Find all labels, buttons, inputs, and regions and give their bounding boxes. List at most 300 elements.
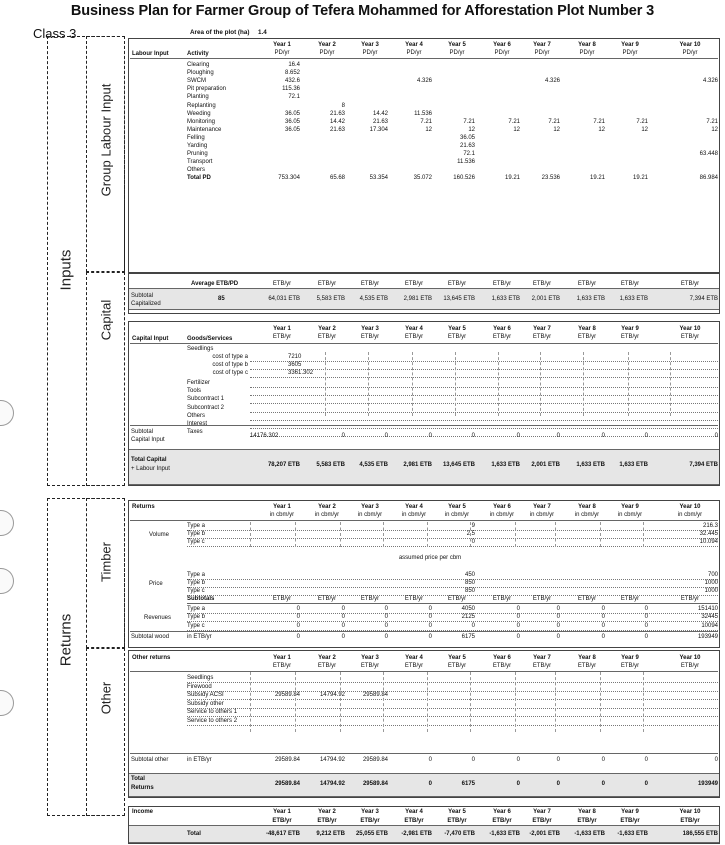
unit-header: ETB/yr bbox=[492, 334, 512, 340]
labour-value: 19.21 bbox=[589, 175, 605, 182]
revenue-type: Type c bbox=[187, 622, 205, 629]
year-header: Year 7 bbox=[533, 504, 551, 510]
revenue-value: 0 bbox=[296, 622, 300, 629]
capital-label: Capital bbox=[98, 299, 114, 341]
column-divider bbox=[515, 522, 516, 547]
year-header: Year 6 bbox=[493, 809, 511, 815]
column-divider bbox=[470, 672, 471, 732]
dotted-rule bbox=[250, 428, 718, 429]
subsidy-value: 29589.84 bbox=[362, 692, 388, 698]
dotted-rule bbox=[187, 708, 718, 709]
inputs-label: Inputs bbox=[57, 249, 75, 291]
unit-header: ETB/yr bbox=[272, 663, 292, 669]
activity-name: Replanting bbox=[187, 102, 216, 109]
year-header: Year 8 bbox=[578, 655, 596, 661]
cost-type-label: cost of type b bbox=[212, 362, 248, 369]
revenue-value: 0 bbox=[296, 614, 300, 621]
unit-header: ETB/yr bbox=[360, 663, 380, 669]
revenue-value: 2125 bbox=[461, 614, 475, 621]
column-divider bbox=[540, 352, 541, 416]
unit-header: PD/yr bbox=[406, 50, 422, 56]
column-divider bbox=[427, 522, 428, 547]
year-header: Year 9 bbox=[621, 655, 639, 661]
timber-subtotal: 0 bbox=[644, 634, 648, 640]
labour-value: 36.05 bbox=[459, 134, 475, 141]
labour-subtotal: 1,633 ETB bbox=[619, 296, 648, 302]
unit-header: ETB/yr bbox=[620, 663, 640, 669]
unit-header: ETB/yr bbox=[680, 663, 700, 669]
total-capital-label: Total Capital bbox=[131, 457, 167, 463]
timber-subtotal: 0 bbox=[428, 634, 432, 640]
year-header: Year 3 bbox=[361, 504, 379, 510]
labour-value: 12 bbox=[598, 126, 605, 133]
returns-total: 0 bbox=[601, 781, 605, 787]
revenue-value: 0 bbox=[516, 614, 520, 621]
revenue-value: 0 bbox=[471, 622, 475, 629]
price-y10: 1000 bbox=[704, 588, 718, 595]
unit-header: ETB/yr bbox=[577, 281, 597, 287]
labour-value: 12 bbox=[513, 126, 520, 133]
other-subtotal: 0 bbox=[428, 757, 432, 763]
capital-item: Interest bbox=[187, 421, 208, 427]
labour-value: 7.21 bbox=[463, 118, 475, 125]
revenue-value: 0 bbox=[601, 614, 605, 621]
revenue-value: 4050 bbox=[461, 606, 475, 612]
labour-input-header: Labour Input bbox=[132, 51, 169, 57]
column-divider bbox=[515, 672, 516, 732]
revenues-label: Revenues bbox=[144, 615, 172, 621]
year-header: Year 10 bbox=[679, 655, 701, 661]
capital-total: 1,633 ETB bbox=[576, 462, 605, 468]
column-divider bbox=[250, 522, 251, 547]
volume-type: Type b bbox=[187, 531, 206, 538]
year-header: Year 10 bbox=[679, 326, 701, 332]
unit-header: ETB/yr bbox=[447, 818, 467, 824]
dotted-rule bbox=[187, 716, 718, 717]
capital-total: 78,207 ETB bbox=[267, 462, 300, 468]
price-y5: 850 bbox=[464, 580, 475, 587]
labour-value: 12 bbox=[468, 126, 475, 133]
revenue-value: 0 bbox=[516, 606, 520, 612]
rule bbox=[130, 753, 718, 754]
income-total: -2,981 ETB bbox=[401, 831, 432, 837]
price-y5: 850 bbox=[464, 588, 475, 595]
revenue-value: 0 bbox=[384, 606, 388, 612]
activity-name: Monitoring bbox=[187, 118, 216, 125]
timber-subtotal: 6175 bbox=[461, 634, 475, 640]
year-header: Year 9 bbox=[621, 42, 639, 48]
column-divider bbox=[670, 352, 671, 416]
capital-total: 5,583 ETB bbox=[316, 462, 345, 468]
dotted-rule bbox=[250, 369, 718, 370]
labour-value: 19.21 bbox=[632, 175, 648, 182]
income-total: -48,617 ETB bbox=[265, 831, 300, 837]
unit-header: ETB/yr bbox=[492, 663, 512, 669]
avg-etb-label: Average ETB/PD bbox=[191, 281, 239, 287]
capital-item: Subcontract 2 bbox=[187, 404, 225, 411]
unit-header: in cbm/yr bbox=[314, 512, 340, 518]
unit-header: ETB/yr bbox=[532, 663, 552, 669]
unit-header: PD/yr bbox=[494, 50, 510, 56]
labour-value: 14.42 bbox=[372, 110, 388, 117]
unit-header: ETB/yr bbox=[360, 596, 380, 602]
other-subtotal: 0 bbox=[516, 757, 520, 763]
income-total: -1,633 ETB bbox=[617, 831, 648, 837]
revenue-value: 0 bbox=[516, 622, 520, 629]
unit-header: ETB/yr bbox=[317, 663, 337, 669]
year-header: Year 6 bbox=[493, 42, 511, 48]
year-header: Year 7 bbox=[533, 655, 551, 661]
area-label: Area of the plot (ha) bbox=[190, 29, 250, 36]
year-header: Year 9 bbox=[621, 504, 639, 510]
price-type: Type c bbox=[187, 588, 205, 595]
timber-subtotal: 0 bbox=[341, 634, 345, 640]
capital-subtotal: 0 bbox=[601, 433, 605, 439]
labour-value: 35.072 bbox=[413, 175, 432, 182]
labour-value: 23.536 bbox=[541, 175, 560, 182]
column-divider bbox=[295, 522, 296, 547]
capital-total: 2,001 ETB bbox=[531, 462, 560, 468]
punch-hole bbox=[0, 568, 14, 594]
column-divider bbox=[427, 672, 428, 732]
capital-subtotal: 0 bbox=[556, 433, 560, 439]
subtotal-wood-unit: in ETB/yr bbox=[187, 634, 212, 640]
unit-header: ETB/yr bbox=[620, 334, 640, 340]
column-divider bbox=[470, 522, 471, 547]
labour-value: 7.21 bbox=[593, 118, 605, 125]
other-subtotal: 14794.92 bbox=[319, 757, 345, 763]
unit-header: ETB/yr bbox=[532, 818, 552, 824]
total-returns-label: Returns bbox=[131, 785, 154, 791]
unit-header: ETB/yr bbox=[620, 281, 640, 287]
year-header: Year 2 bbox=[318, 326, 336, 332]
column-divider bbox=[643, 522, 644, 547]
column-divider bbox=[250, 672, 251, 732]
year-header: Year 5 bbox=[448, 42, 466, 48]
capital-total: 2,981 ETB bbox=[403, 462, 432, 468]
revenue-value: 0 bbox=[428, 606, 432, 612]
unit-header: ETB/yr bbox=[577, 663, 597, 669]
other-item: Service to others 2 bbox=[187, 718, 238, 724]
punch-hole bbox=[0, 510, 14, 536]
labour-value: 14.42 bbox=[329, 118, 345, 125]
timber-subtotal: 0 bbox=[384, 634, 388, 640]
timber-subtotal: 193949 bbox=[697, 634, 718, 640]
capital-subtotal: 0 bbox=[341, 433, 345, 439]
other-subtotal: 0 bbox=[714, 757, 718, 763]
unit-header: ETB/yr bbox=[620, 596, 640, 602]
other-subtotal: 0 bbox=[644, 757, 648, 763]
volume-label: Volume bbox=[149, 532, 170, 538]
activity-name: Pruning bbox=[187, 151, 208, 158]
unit-header: ETB/yr bbox=[532, 596, 552, 602]
capital-total: 13,645 ETB bbox=[442, 462, 475, 468]
other-item: Subsidy ACSI bbox=[187, 692, 224, 699]
year-header: Year 6 bbox=[493, 326, 511, 332]
year-header: Year 3 bbox=[361, 655, 379, 661]
labour-value: 11.536 bbox=[414, 110, 432, 117]
year-header: Year 3 bbox=[361, 42, 379, 48]
labour-value: 7.21 bbox=[420, 118, 432, 125]
column-divider bbox=[600, 672, 601, 732]
dotted-rule bbox=[250, 387, 718, 388]
volume-type: Type c bbox=[187, 539, 205, 546]
unit-header: ETB/yr bbox=[532, 281, 552, 287]
returns-total: 0 bbox=[516, 781, 520, 787]
other-subtotal: 0 bbox=[601, 757, 605, 763]
labour-value: 12 bbox=[553, 126, 560, 133]
labour-value: 21.63 bbox=[459, 143, 475, 149]
subtotal-other-unit: in ETB/yr bbox=[187, 757, 212, 763]
labour-value: 4.326 bbox=[416, 78, 432, 85]
labour-value: 8 bbox=[341, 102, 345, 109]
capital-item: Subcontract 1 bbox=[187, 396, 225, 403]
revenue-value: 0 bbox=[601, 622, 605, 629]
column-divider bbox=[455, 352, 456, 416]
returns-total: 29589.84 bbox=[362, 781, 388, 787]
unit-header: ETB/yr bbox=[620, 818, 640, 824]
column-divider bbox=[600, 522, 601, 547]
activity-name: Weeding bbox=[187, 110, 211, 117]
price-y10: 700 bbox=[707, 572, 718, 578]
labour-value: 11.536 bbox=[457, 159, 475, 166]
activity-name: Yarding bbox=[187, 143, 208, 149]
year-header: Year 6 bbox=[493, 655, 511, 661]
income-total: 186,555 ETB bbox=[682, 831, 718, 837]
year-header: Year 10 bbox=[679, 42, 701, 48]
dotted-rule bbox=[250, 420, 718, 421]
timber-subtotal: 0 bbox=[556, 634, 560, 640]
column-divider bbox=[628, 352, 629, 416]
cost-type-value: 3361.302 bbox=[288, 370, 314, 377]
price-label: Price bbox=[149, 581, 163, 587]
revenue-value: 0 bbox=[644, 614, 648, 621]
unit-header: ETB/yr bbox=[360, 334, 380, 340]
unit-header: ETB/yr bbox=[492, 281, 512, 287]
volume-y5: 0 bbox=[471, 539, 475, 546]
year-header: Year 6 bbox=[493, 504, 511, 510]
labour-value: 21.63 bbox=[329, 110, 345, 117]
labour-subtotal: 1,633 ETB bbox=[491, 296, 520, 302]
year-header: Year 4 bbox=[405, 809, 423, 815]
returns-total: 14794.92 bbox=[319, 781, 345, 787]
other-item: Subsidy other bbox=[187, 700, 224, 707]
revenue-value: 0 bbox=[556, 606, 560, 612]
capital-item: Fertilizer bbox=[187, 380, 211, 386]
unit-header: in cbm/yr bbox=[401, 512, 427, 518]
column-divider bbox=[555, 672, 556, 732]
year-header: Year 1 bbox=[273, 504, 291, 510]
year-header: Year 2 bbox=[318, 42, 336, 48]
unit-header: ETB/yr bbox=[272, 281, 292, 287]
labour-subtotal: 1,633 ETB bbox=[576, 296, 605, 302]
cost-type-value: 3605 bbox=[288, 362, 302, 369]
year-header: Year 5 bbox=[448, 504, 466, 510]
unit-header: ETB/yr bbox=[317, 818, 337, 824]
capital-total: 1,633 ETB bbox=[491, 462, 520, 468]
cost-type-label: cost of type c bbox=[212, 370, 248, 377]
returns-total: 6175 bbox=[461, 781, 475, 787]
group-labour-label: Group Labour Input bbox=[98, 83, 114, 197]
dotted-rule bbox=[187, 682, 718, 683]
labour-value: 8.652 bbox=[284, 70, 300, 77]
labour-value: 53.354 bbox=[369, 175, 388, 182]
income-total: -7,470 ETB bbox=[444, 831, 475, 837]
punch-hole bbox=[0, 400, 14, 426]
revenue-value: 0 bbox=[341, 606, 345, 612]
year-header: Year 2 bbox=[318, 655, 336, 661]
column-divider bbox=[643, 672, 644, 732]
activity-name: Others bbox=[187, 167, 206, 174]
column-divider bbox=[340, 672, 341, 732]
income-total: -2,001 ETB bbox=[529, 831, 560, 837]
unit-header: ETB/yr bbox=[532, 334, 552, 340]
activity-name: Planting bbox=[187, 94, 209, 101]
other-item: Seedlings bbox=[187, 675, 214, 681]
other-label: Other bbox=[98, 681, 114, 715]
subtotal-label: Subtotal bbox=[131, 293, 154, 299]
year-header: Year 1 bbox=[273, 809, 291, 815]
unit-header: in cbm/yr bbox=[444, 512, 470, 518]
volume-y10: 10.094 bbox=[699, 539, 718, 546]
capital-total: 7,394 ETB bbox=[689, 462, 718, 468]
class-label: Class 3 bbox=[33, 26, 77, 41]
timber-label: Timber bbox=[98, 542, 114, 582]
unit-header: PD/yr bbox=[534, 50, 550, 56]
section-rule bbox=[130, 425, 718, 426]
timber-subtotal: 0 bbox=[296, 634, 300, 640]
unit-header: PD/yr bbox=[682, 50, 698, 56]
year-header: Year 7 bbox=[533, 809, 551, 815]
revenue-value: 0 bbox=[644, 606, 648, 612]
column-divider bbox=[325, 352, 326, 416]
subtotal-label: Capitalized bbox=[131, 301, 161, 307]
unit-header: ETB/yr bbox=[577, 818, 597, 824]
labour-subtotal: 13,645 ETB bbox=[443, 296, 475, 302]
labour-value: 12 bbox=[711, 126, 718, 133]
revenue-value: 0 bbox=[296, 606, 300, 612]
labour-value: 7.21 bbox=[706, 118, 718, 125]
year-header: Year 5 bbox=[448, 809, 466, 815]
dotted-rule bbox=[187, 546, 718, 547]
returns-label: Returns bbox=[57, 613, 75, 667]
volume-y10: 216.3 bbox=[702, 523, 718, 529]
labour-value: 12 bbox=[641, 126, 648, 133]
revenue-value: 151410 bbox=[697, 606, 718, 612]
unit-header: ETB/yr bbox=[404, 596, 424, 602]
unit-header: ETB/yr bbox=[317, 596, 337, 602]
column-divider bbox=[412, 352, 413, 416]
dotted-rule bbox=[250, 412, 718, 413]
unit-header: ETB/yr bbox=[447, 281, 467, 287]
unit-header: in cbm/yr bbox=[574, 512, 600, 518]
subtotal-label: Subtotal bbox=[131, 429, 154, 435]
labour-value: 36.05 bbox=[284, 126, 300, 133]
timber-subtotal: 0 bbox=[601, 634, 605, 640]
year-header: Year 4 bbox=[405, 42, 423, 48]
income-total: -1,633 ETB bbox=[574, 831, 605, 837]
cost-type-value: 7210 bbox=[288, 354, 302, 360]
capital-total: 1,633 ETB bbox=[619, 462, 648, 468]
activity-name: Clearing bbox=[187, 62, 210, 68]
avg-etb-value: 85 bbox=[218, 296, 225, 302]
volume-type: Type a bbox=[187, 523, 206, 529]
year-header: Year 4 bbox=[405, 326, 423, 332]
labour-value: 21.63 bbox=[329, 126, 345, 133]
revenue-value: 0 bbox=[644, 622, 648, 629]
capital-total: 4,535 ETB bbox=[359, 462, 388, 468]
year-header: Year 8 bbox=[578, 504, 596, 510]
year-header: Year 2 bbox=[318, 809, 336, 815]
year-header: Year 1 bbox=[273, 42, 291, 48]
other-returns-header: Other returns bbox=[132, 655, 171, 661]
returns-header: Returns bbox=[132, 504, 155, 510]
capital-subtotal: 0 bbox=[428, 433, 432, 439]
unit-header: in cbm/yr bbox=[677, 512, 703, 518]
revenue-type: Type a bbox=[187, 606, 206, 612]
year-header: Year 2 bbox=[318, 504, 336, 510]
unit-header: in cbm/yr bbox=[617, 512, 643, 518]
capital-input-header: Capital Input bbox=[132, 336, 169, 342]
capital-item: Others bbox=[187, 412, 206, 419]
income-total: -1,633 ETB bbox=[489, 831, 520, 837]
returns-total: 0 bbox=[428, 781, 432, 787]
activity-header: Activity bbox=[187, 51, 209, 57]
labour-value: 63.448 bbox=[699, 151, 718, 158]
labour-value: 753.304 bbox=[278, 175, 300, 182]
capital-subtotal: 0 bbox=[644, 433, 648, 439]
year-header: Year 9 bbox=[621, 809, 639, 815]
year-header: Year 8 bbox=[578, 326, 596, 332]
activity-name: SWCM bbox=[187, 78, 206, 85]
year-header: Year 9 bbox=[621, 326, 639, 332]
activity-name: Total PD bbox=[187, 175, 211, 182]
labour-value: 160.526 bbox=[453, 175, 475, 182]
punch-hole bbox=[0, 690, 14, 716]
unit-header: PD/yr bbox=[579, 50, 595, 56]
labour-value: 432.6 bbox=[284, 78, 300, 85]
column-divider bbox=[555, 522, 556, 547]
other-frame bbox=[86, 648, 125, 816]
labour-value: 21.63 bbox=[372, 118, 388, 125]
year-header: Year 5 bbox=[448, 655, 466, 661]
income-header: Income bbox=[132, 809, 154, 815]
header-rule bbox=[130, 520, 718, 521]
unit-header: ETB/yr bbox=[680, 334, 700, 340]
labour-subtotal: 5,583 ETB bbox=[316, 296, 345, 302]
price-type: Type a bbox=[187, 572, 206, 578]
unit-header: PD/yr bbox=[319, 50, 335, 56]
labour-subtotal: 64,031 ETB bbox=[268, 296, 300, 302]
revenue-value: 0 bbox=[556, 622, 560, 629]
income-total: 25,055 ETB bbox=[355, 831, 388, 837]
other-subtotal: 29589.84 bbox=[274, 757, 300, 763]
labour-value: 16.4 bbox=[288, 62, 300, 68]
other-subtotal: 0 bbox=[471, 757, 475, 763]
labour-value: 4.326 bbox=[702, 78, 718, 85]
subtotal-label: Capital Input bbox=[131, 437, 165, 443]
header-rule bbox=[130, 58, 718, 59]
unit-header: ETB/yr bbox=[272, 596, 292, 602]
area-value: 1.4 bbox=[258, 29, 267, 36]
labour-subtotal: 2,981 ETB bbox=[403, 296, 432, 302]
cost-type-label: cost of type a bbox=[212, 354, 248, 360]
labour-value: 12 bbox=[425, 126, 432, 133]
labour-subtotal: 7,394 ETB bbox=[689, 296, 718, 302]
revenue-value: 0 bbox=[428, 614, 432, 621]
other-item: Service to others 1 bbox=[187, 709, 238, 716]
unit-header: ETB/yr bbox=[680, 818, 700, 824]
